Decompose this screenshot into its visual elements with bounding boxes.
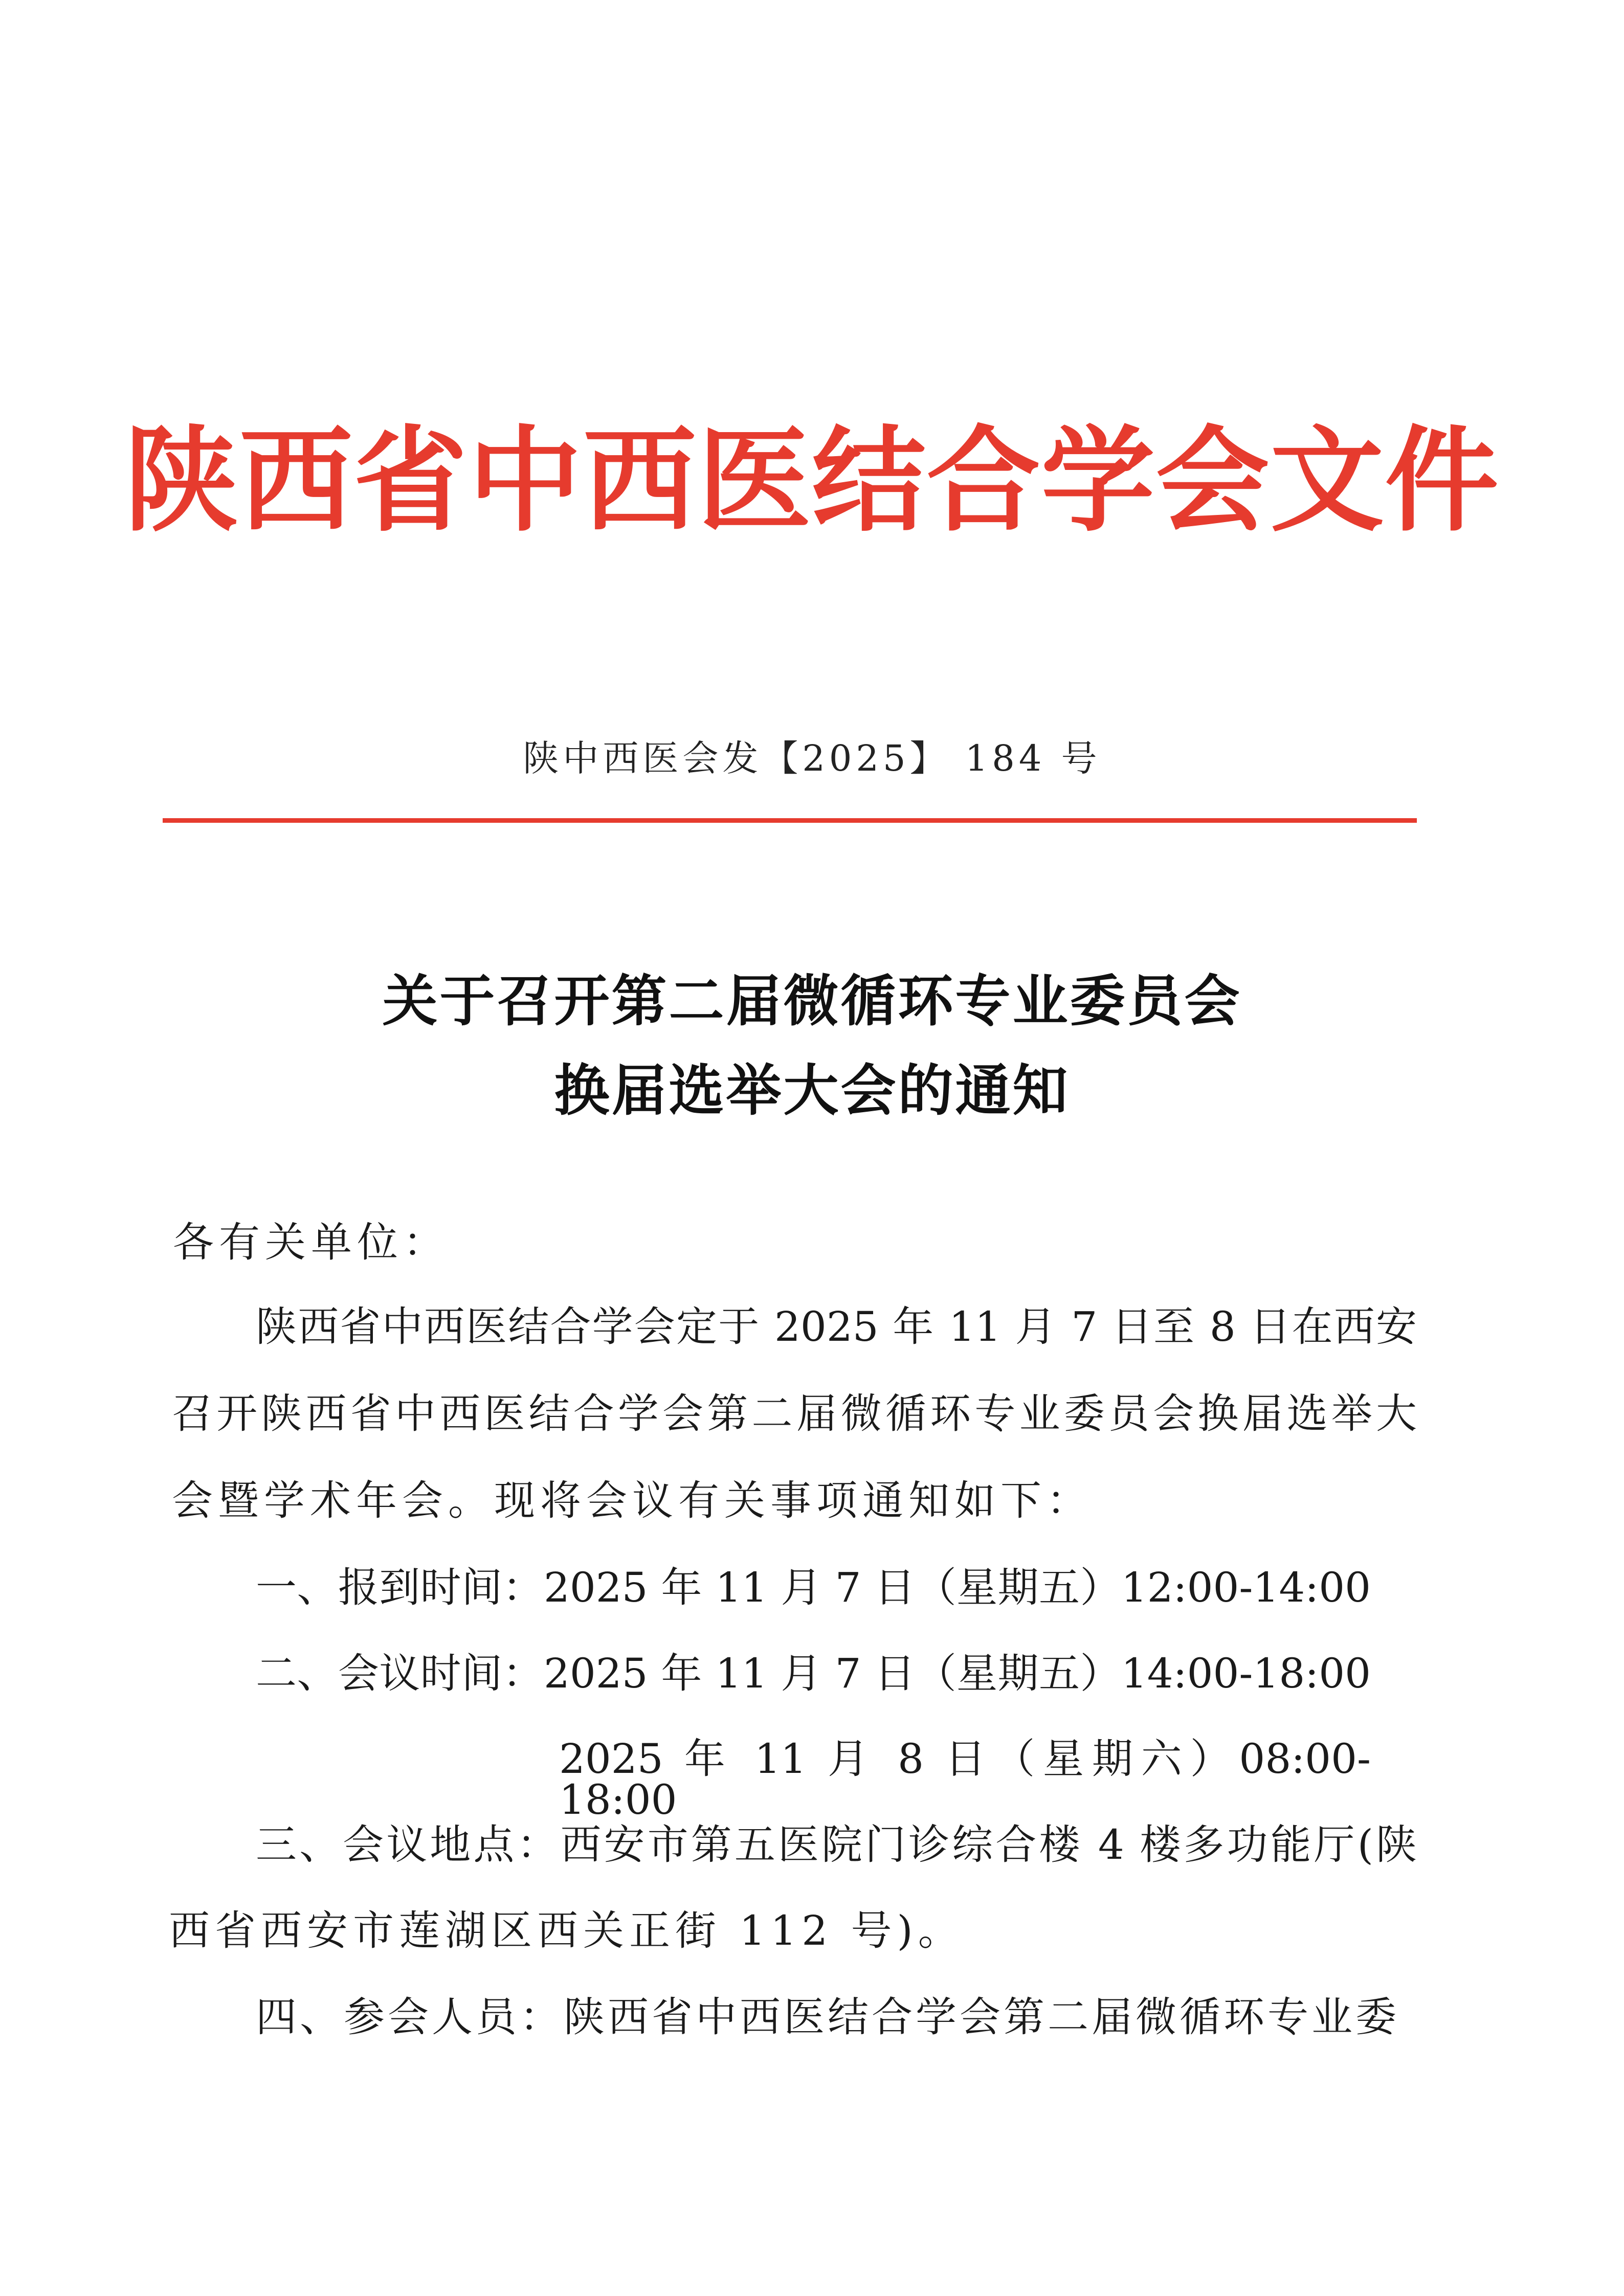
- intro-paragraph-line-2: 召开陕西省中西医结合学会第二届微循环专业委员会换届选举大: [172, 1390, 1417, 1437]
- item-meeting-venue-line-2: 西省西安市莲湖区西关正街 112 号)。: [169, 1907, 964, 1954]
- item-attendees-line-1: 四、参会人员：陕西省中西医结合学会第二届微循环专业委: [256, 1993, 1396, 2041]
- intro-paragraph-line-1: 陕西省中西医结合学会定于 2025 年 11 月 7 日至 8 日在西安: [256, 1303, 1417, 1350]
- item-meeting-venue-line-1: 三、会议地点：西安市第五医院门诊综合楼 4 楼多功能厅(陕: [256, 1821, 1417, 1869]
- notice-title-line-1: 关于召开第二届微循环专业委员会: [382, 970, 1242, 1033]
- item-meeting-time-day-2: 2025 年 11 月 8 日（星期六）08:00-18:00: [559, 1735, 1371, 1824]
- intro-paragraph-line-3: 会暨学术年会。现将会议有关事项通知如下：: [172, 1477, 1093, 1524]
- document-number: 陕中西医会发【2025】 184 号: [523, 737, 1101, 779]
- item-meeting-time: 二、会议时间：2025 年 11 月 7 日（星期五）14:00-18:00: [256, 1650, 1371, 1697]
- header-divider: [163, 818, 1417, 823]
- salutation: 各有关单位：: [173, 1219, 449, 1266]
- notice-title-line-2: 换届选举大会的通知: [554, 1059, 1070, 1123]
- item-registration-time: 一、报到时间：2025 年 11 月 7 日（星期五）12:00-14:00: [256, 1564, 1371, 1611]
- masthead-title: 陕西省中西医结合学会文件: [124, 415, 1500, 547]
